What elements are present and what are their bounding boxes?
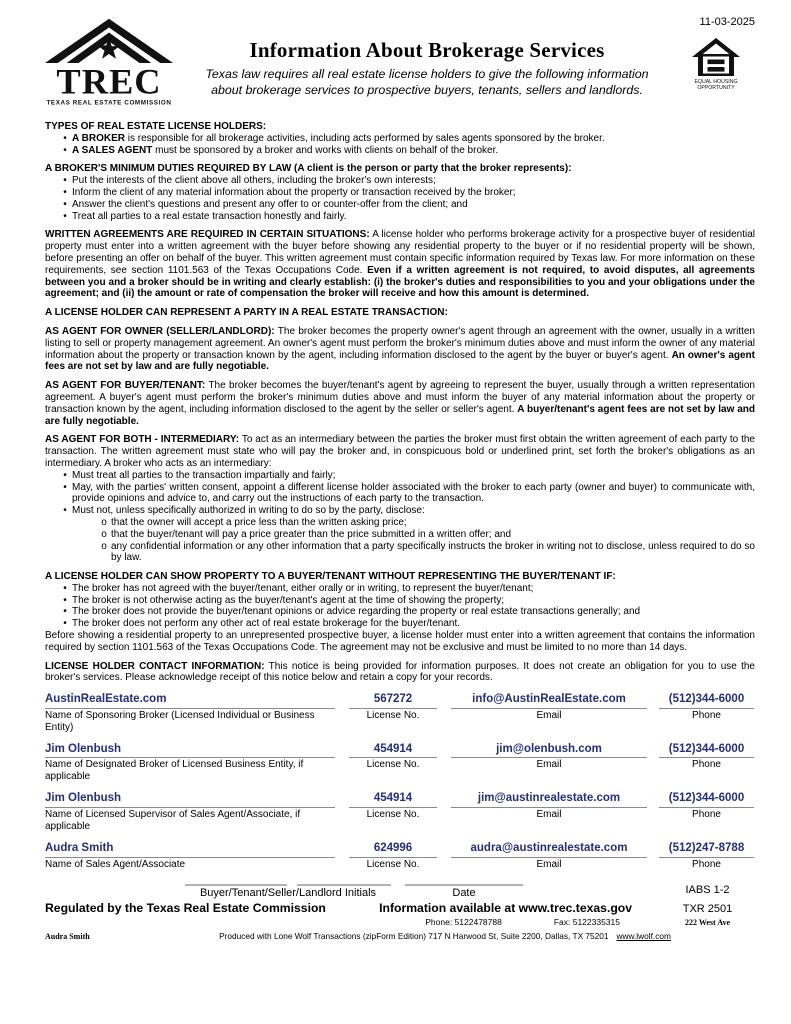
form-date: 11-03-2025 [699,16,755,28]
equal-housing-logo [677,38,755,95]
bullet-item [45,133,755,145]
bullet-icon: • [63,469,67,481]
contact-row-sponsoring-broker [45,693,755,734]
contact-row-sales-supervisor [45,792,755,833]
paragraph-bold-tail: An owner's agent fees are not set by law and are fully negotiable. [45,349,755,373]
paragraph-lead: AS AGENT FOR BUYER/TENANT: [45,380,206,392]
agent-name-field: Audra Smith [45,842,335,858]
section-heading: TYPES OF REAL ESTATE LICENSE HOLDERS: [45,121,267,132]
phone-field-label: Phone [692,759,721,771]
sub-bullet-icon: o [101,528,107,540]
sub-bullet-item [45,541,755,565]
license-field-label: License No. [366,759,420,771]
date-label: Date [452,886,476,899]
bullet-text: Treat all parties to a real estate transaction honestly and fairly. [72,210,347,222]
phone-field-label: Phone [692,808,721,820]
license-field-label: License No. [366,709,420,721]
section-agent-for-buyer-tenant [45,380,755,427]
bullet-body: must be sponsored by a broker and works with clients on behalf of the broker. [152,144,499,156]
section-license-holder-types [45,121,755,156]
paragraph [45,434,755,469]
supervisor-name-field: Jim Olenbush [45,792,335,808]
email-field: info@AustinRealEstate.com [451,693,647,709]
contact-row-designated-broker [45,743,755,784]
contact-table [45,693,755,870]
phone-field: (512)247-8788 [659,842,754,858]
eho-caption-line1: EQUAL HOUSING [694,79,738,85]
section-show-without-representing [45,571,755,654]
paragraph-bold-tail: Even if a written agreement is not required, to avoid disputes, all agreements between you and a broker should be in writing and clearly establish: (i) the broker's duties and responsibilities to you and your obligations under the agreement; and (ii) the amount or rate of compensation the broker will receive and how this amount is determined. [45,264,755,300]
paragraph-body: This notice is being provided for information purposes. It does not create an obligation for you to use the broker's services. Please acknowledge receipt of this notice below and retain a copy for your records. [45,660,755,684]
bullet-item [45,145,755,157]
phone-field-label: Phone [692,858,721,870]
license-number-field: 454914 [349,792,437,808]
page-subtitle: Texas law requires all real estate license holders to give the following information about brokerage services to prospective buyers, tenants, sellers and landlords. [205,67,649,97]
bullet-icon: • [63,481,67,493]
license-field-label: License No. [366,858,420,870]
preparing-agent-name: Audra Smith [45,931,90,941]
license-number-field: 567272 [349,693,437,709]
bullet-item [45,595,755,607]
sub-bullet-icon: o [101,516,107,528]
section-written-agreements [45,229,755,300]
email-field-label: Email [536,709,562,721]
broker-name-field: AustinRealEstate.com [45,693,335,709]
bullet-item [45,187,755,199]
sub-bullet-text: any confidential information or any other information that a party specifically instructs the broker in writing not to disclose, unless required to do so by law. [111,540,755,564]
txr-form-number: TXR 2501 [682,903,733,916]
initials-block [185,884,391,900]
phone-field: (512)344-6000 [659,792,754,808]
lwolf-link[interactable]: www.lwolf.com [616,930,671,941]
bullet-lead: A SALES AGENT [72,144,153,156]
bullet-item [45,482,755,506]
name-field-label: Name of Licensed Supervisor of Sales Agent/Associate, if applicable [45,808,301,832]
bullet-body: is responsible for all brokerage activities, including acts performed by sales agents sponsored by the broker. [124,132,605,144]
bullet-text: May, with the parties' written consent, appoint a different license holder associated with the broker to each party (owner and buyer) to communicate with, provide opinions and advice to, and carry out the instructions of each party to the transaction. [72,481,755,505]
bullet-icon: • [63,594,67,606]
bullet-item [45,618,755,630]
trec-website-text: Information available at www.trec.texas.gov [379,901,632,916]
form-body [45,121,755,942]
bullet-text: Must treat all parties to the transaction impartially and fairly; [72,469,336,481]
eho-caption-line2: OPPORTUNITY [697,85,735,90]
paragraph-lead: AS AGENT FOR BOTH - INTERMEDIARY: [45,434,240,446]
bullet-text: The broker has not agreed with the buyer/tenant, either orally or in writing, to represent the buyer/tenant; [72,582,534,594]
section-agent-for-owner [45,326,755,373]
footer-address: 222 West Ave [684,918,731,928]
section-heading: A LICENSE HOLDER CAN SHOW PROPERTY TO A BUYER/TENANT WITHOUT REPRESENTING THE BUYER/TENANT IF: [45,571,616,583]
trec-logo-caption: TEXAS REAL ESTATE COMMISSION [46,99,172,107]
sub-bullet-item [45,529,755,541]
email-field-label: Email [536,858,562,870]
broker-name-field: Jim Olenbush [45,743,335,759]
signature-area [45,884,755,900]
bullet-icon: • [63,198,67,210]
paragraph-bold-tail: A buyer/tenant's agent fees are not set by law and are fully negotiable. [45,403,755,427]
bullet-text: The broker does not provide the buyer/tenant opinions or advice regarding the property or real estate transactions generally; and [72,606,641,618]
paragraph-body: A license holder who performs brokerage activity for a prospective buyer of residential property must enter into a written agreement with the buyer before showing any residential property to the buyer or if no residential property will be shown, before presenting an offer on behalf of the buyer. This written agreement must contain specific information required by Texas law. For more information on these requirements, see section 1101.563 of the Texas Occupations Code. [45,229,756,276]
sub-bullet-text: that the owner will accept a price less than the written asking price; [111,516,407,528]
phone-field: (512)344-6000 [659,743,754,759]
paragraph [45,326,755,373]
name-field-label: Name of Sponsoring Broker (Licensed Individual or Business Entity) [45,709,315,733]
footer-phone: Phone: 5122478788 [425,917,502,928]
contact-row-sales-agent [45,842,755,871]
paragraph-lead: AS AGENT FOR OWNER (SELLER/LANDLORD): [45,325,275,337]
name-field-label: Name of Designated Broker of Licensed Business Entity, if applicable [45,759,304,783]
produced-with-text [195,932,695,942]
trec-logo [45,12,177,113]
paragraph-body: The broker becomes the property owner's agent through an agreement with the owner, usually in a written listing to sell or property management agreement. An owner's agent must perform the broker's minimum duties above and must inform the owner of any material information about the property or transaction known by the agent, including information disclosed to the agent by the buyer or buyer's agent. [45,325,755,361]
section-contact-information [45,661,755,685]
license-number-field: 624996 [349,842,437,858]
section-heading: A BROKER'S MINIMUM DUTIES REQUIRED BY LAW (A client is the person or party that the broker represents): [45,163,572,175]
bullet-item [45,211,755,223]
paragraph-lead: WRITTEN AGREEMENTS ARE REQUIRED IN CERTAIN SITUATIONS: [45,229,370,241]
section-represent-party [45,307,755,319]
license-number-field: 454914 [349,743,437,759]
regulated-by-text: Regulated by the Texas Real Estate Commission [45,901,326,916]
sub-bullet-text: that the buyer/tenant will pay a price greater than the price submitted in a written offer; and [111,528,512,540]
form-header [45,12,755,113]
iabs-version: IABS 1-2 [685,883,730,896]
bullet-item [45,606,755,618]
paragraph-body: To act as an intermediary between the parties the broker must first obtain the written agreement of each party to the transaction. The written agreement must state who will pay the broker and, in conspicuous bold or underlined print, set forth the broker's obligations as an intermediary. A broker who acts as an intermediary: [45,434,755,469]
email-field-label: Email [536,759,562,771]
bullet-text: Must not, unless specifically authorized in writing to do so by the party, disclose: [72,505,425,517]
equal-housing-house-icon [692,38,740,90]
bullet-text: Inform the client of any material information about the property or transaction received by the broker; [72,186,516,198]
date-block [405,884,523,900]
page-title: Information About Brokerage Services [249,38,605,62]
email-field: jim@austinrealestate.com [451,792,647,808]
bullet-text: Put the interests of the client above all others, including the broker's own interests; [72,175,436,187]
initials-label: Buyer/Tenant/Seller/Landlord Initials [199,886,377,899]
sub-bullet-icon: o [101,540,107,552]
bullet-icon: • [63,186,67,198]
paragraph: Before showing a residential property to an unrepresented prospective buyer, a license holder must enter into a written agreement that contains the information required by section 1101.563 of the Texas Occupations Code. The agreement may not be exclusive and must be limited to no more than 14 days. [45,630,755,653]
paragraph [45,229,755,300]
lone-wolf-text: Produced with Lone Wolf Transactions (zipForm Edition) 717 N Harwood St, Suite 2200, Dallas, TX 75201 [219,930,609,941]
bullet-icon: • [63,144,67,156]
bullet-item [45,505,755,517]
bullet-icon: • [63,606,67,618]
bullet-item [45,199,755,211]
bullet-icon: • [63,210,67,222]
phone-field: (512)344-6000 [659,693,754,709]
bullet-item [45,583,755,595]
bullet-item [45,470,755,482]
section-heading: A LICENSE HOLDER CAN REPRESENT A PARTY IN A REAL ESTATE TRANSACTION: [45,307,448,319]
bullet-text: The broker is not otherwise acting as the buyer/tenant's agent at the time of showing the property; [72,594,505,606]
section-intermediary [45,434,755,564]
bullet-text: The broker does not perform any other act of real estate brokerage for the buyer/tenant. [72,618,460,630]
produced-row [45,932,755,942]
email-field: audra@austinrealestate.com [451,842,647,858]
trec-house-star-icon [45,18,173,108]
name-field-label: Name of Sales Agent/Associate [45,858,186,870]
paragraph-lead: LICENSE HOLDER CONTACT INFORMATION: [45,660,265,672]
trec-logo-text: TREC [56,61,162,102]
broker-phone-fax-row [45,917,755,927]
license-field-label: License No. [366,808,420,820]
bullet-item [45,175,755,187]
bullet-icon: • [63,618,67,630]
section-broker-minimum-duties [45,163,755,222]
bullet-icon: • [63,582,67,594]
bullet-icon: • [63,132,67,144]
paragraph [45,380,755,427]
bullet-text: Answer the client's questions and present any offer to or counter-offer from the client; and [72,198,468,210]
paragraph [45,661,755,685]
footer-fax: Fax: 5122335315 [553,917,620,928]
paragraph-body: The broker becomes the buyer/tenant's agent by agreeing to represent the buyer, usually through a written representation agreement. A buyer's agent must perform the broker's minimum duties above and must inform the buyer of any material information about the property or transaction known by the agent, including information disclosed to the agent by the seller or seller's agent. [45,380,755,415]
email-field: jim@olenbush.com [451,743,647,759]
bullet-icon: • [63,505,67,517]
bullet-lead: A BROKER [72,132,125,144]
bullet-icon: • [63,175,67,187]
bullet-text [72,145,755,157]
phone-field-label: Phone [692,709,721,721]
regulated-row [45,901,755,916]
bullet-text [72,133,755,145]
email-field-label: Email [536,808,562,820]
sub-bullet-item [45,517,755,529]
